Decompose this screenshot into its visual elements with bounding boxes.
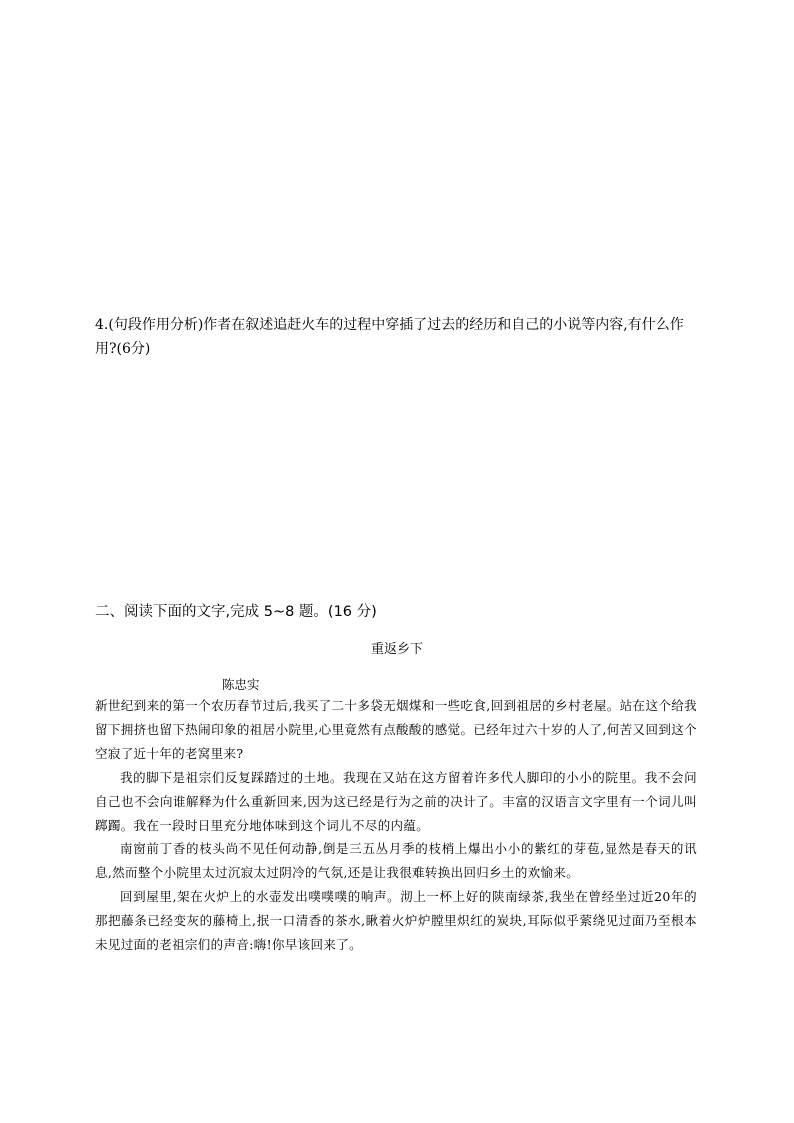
article-author: 陈忠实 [222, 677, 260, 692]
section-heading: 二、阅读下面的文字,完成 5~8 题。(16 分) [95, 604, 377, 620]
article-body [95, 694, 697, 957]
question-4: 4.(句段作用分析)作者在叙述追赶火车的过程中穿插了过去的经历和自己的小说等内容,有什么作用?(6分) [95, 317, 684, 357]
article-paragraph: 新世纪到来的第一个农历春节过后,我买了二十多袋无烟煤和一些吃食,回到祖居的乡村老屋。站在这个给我留下拥挤也留下热闹印象的祖居小院里,心里竟然有点酸酸的感觉。已经年过六十岁的人了,何苦又回到这个空寂了近十年的老窝里来? [95, 698, 697, 761]
article-title: 重返乡下 [371, 642, 424, 657]
article-paragraph: 南窗前丁香的枝头尚不见任何动静,倒是三五丛月季的枝梢上爆出小小的紫红的芽苞,显然是春天的讯息,然而整个小院里太过沉寂太过阴冷的气氛,还是让我很难转换出回归乡土的欢愉来。 [95, 841, 697, 881]
article-paragraph: 我的脚下是祖宗们反复踩踏过的土地。我现在又站在这方留着许多代人脚印的小小的院里。我不会问自己也不会向谁解释为什么重新回来,因为这已经是行为之前的决计了。丰富的汉语言文字里有一个词儿叫踯躅。我在一段时日里充分地体味到这个词儿不尽的内蕴。 [95, 769, 697, 833]
article-paragraph: 回到屋里,架在火炉上的水壶发出噗噗噗的响声。沏上一杯上好的陕南绿茶,我坐在曾经坐过近20年的那把藤条已经变灰的藤椅上,抿一口清香的茶水,瞅着火炉炉膛里炽红的炭块,耳际似乎萦绕见过面乃至根本未见过面的老祖宗们的声音:嗨!你早该回来了。 [95, 889, 697, 953]
